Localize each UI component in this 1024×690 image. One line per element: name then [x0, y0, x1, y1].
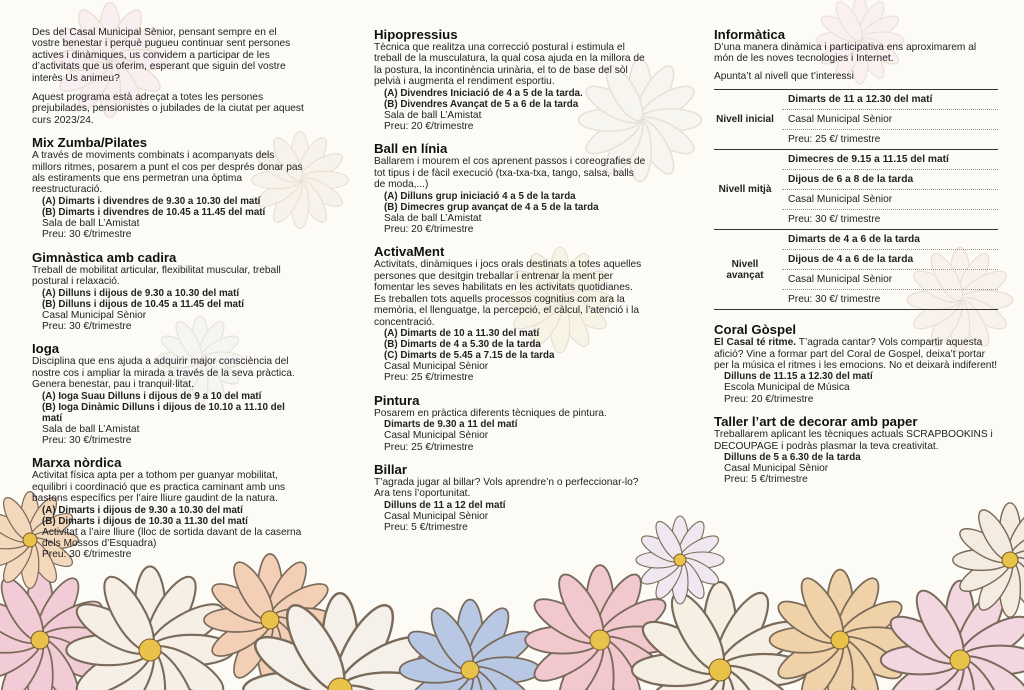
- section-description: Activitats, dinàmiques i jocs orals destinats a totes aquelles persones que desitgin treballar i entrenar la ment per fomentar les seves habilitats en les activitats quotidianes. Es treballen tots aquells processos cognitius com ara la memòria, el llenguatge, la percepció, el càlcul, l’atenció i la concentració.: [374, 259, 642, 328]
- venue: Sala de ball L’Amistat: [384, 212, 482, 224]
- venue: Casal Municipal Sènior: [384, 430, 489, 442]
- column-middle: [374, 27, 646, 534]
- section-title: Ball en línia: [374, 141, 448, 157]
- venue: Sala de ball L’Amistat: [384, 109, 482, 121]
- section-description: Tècnica que realitza una correcció postural i estimula el treball de la musculatura, la qual cosa ajuda en la millora de la postura, la incontinència urinària, el to de base del sòl pelvià i augmenta el rendiment esportiu.: [374, 42, 645, 88]
- price: Preu: 25 €/trimestre: [384, 372, 474, 384]
- price: Preu: 25 €/trimestre: [384, 441, 474, 453]
- session: Dimarts de 9.30 a 11 del matí: [384, 419, 518, 431]
- section-description: Ballarem i mourem el cos aprenent passos i coreografies de tot tipus i de fàcil execució (txa-txa-txa, tango, salsa, balls de moda,...): [374, 156, 646, 191]
- section-description: Activitat física apta per a tothom per guanyar mobilitat, equilibri i coordinació que es practica caminant amb uns bastons específics per l’aire lliure gaudint de la natura.: [32, 470, 286, 505]
- level-price: Preu: 30 €/ trimestre: [782, 210, 998, 230]
- venue: Casal Municipal Sènior: [724, 463, 829, 475]
- price: Preu: 30 €/trimestre: [42, 229, 132, 241]
- venue: Escola Municipal de Música: [724, 382, 850, 394]
- section-activament: [374, 244, 646, 383]
- audience-paragraph: Aquest programa està adreçat a totes les persones prejubilades, pensionistes o jubilades de la ciutat per aquest curs 2023/24.: [32, 92, 304, 126]
- section-taller-paper: [714, 414, 998, 486]
- level-schedule: Dimarts de 11 a 12.30 del matí: [782, 90, 998, 110]
- level-label: Nivell avançat: [714, 230, 782, 310]
- price: Preu: 30 €/trimestre: [42, 549, 132, 561]
- level-label: Nivell mitjà: [714, 150, 782, 230]
- price: Preu: 5 €/trimestre: [384, 522, 468, 534]
- session: Dilluns de 11 a 12 del matí: [384, 499, 506, 511]
- section-description: Posarem en pràctica diferents tècniques de pintura.: [374, 407, 607, 419]
- session-a: (A) Dimarts de 10 a 11.30 del matí: [384, 327, 540, 339]
- venue: Casal Municipal Sènior: [384, 360, 489, 372]
- price: Preu: 20 €/trimestre: [724, 393, 814, 405]
- section-pintura: [374, 393, 646, 453]
- column-left: [32, 27, 304, 561]
- section-description: Treballarem aplicant les tècniques actuals SCRAPBOOKINS i DECOUPAGE i podràs plasmar la teva creativitat.: [714, 429, 993, 452]
- section-ioga: [32, 341, 304, 446]
- session-b: (B) Dilluns i dijous de 10.45 a 11.45 del matí: [42, 298, 244, 310]
- level-schedule: Dijous de 6 a 8 de la tarda: [782, 170, 998, 190]
- section-title: ActivaMent: [374, 244, 445, 260]
- level-note: Apunta’t al nivell que t’interessi: [714, 70, 854, 82]
- session-a: (A) Ioga Suau Dilluns i dijous de 9 a 10 del matí: [42, 390, 262, 402]
- price: Preu: 30 €/trimestre: [42, 320, 132, 332]
- section-title: Taller l’art de decorar amb paper: [714, 414, 918, 430]
- section-title: Coral Gòspel: [714, 322, 797, 338]
- column-right: [714, 27, 998, 486]
- level-schedule: Dimarts de 4 a 6 de la tarda: [782, 230, 998, 250]
- level-venue: Casal Municipal Sènior: [782, 110, 998, 130]
- session-b: (B) Dimarts i dijous de 10.30 a 11.30 del matí: [42, 515, 248, 527]
- price: Preu: 5 €/trimestre: [724, 474, 808, 486]
- section-title: Billar: [374, 461, 407, 477]
- section-gimnastica-cadira: [32, 250, 304, 333]
- level-schedule: Dimecres de 9.15 a 11.15 del matí: [782, 150, 998, 170]
- section-title: Ioga: [32, 341, 60, 357]
- section-zumba-pilates: [32, 135, 304, 240]
- section-billar: [374, 462, 646, 534]
- levels-table: [714, 89, 998, 310]
- session-a: (A) Dilluns grup iniciació 4 a 5 de la tarda: [384, 190, 576, 202]
- level-schedule: Dijous de 4 a 6 de la tarda: [782, 250, 998, 270]
- venue: Casal Municipal Sènior: [384, 510, 489, 522]
- section-title: Pintura: [374, 392, 420, 408]
- price: Preu: 20 €/trimestre: [384, 224, 474, 236]
- session-a: (A) Dimarts i dijous de 9.30 a 10.30 del matí: [42, 504, 243, 516]
- section-hipopressius: [374, 27, 646, 132]
- level-mitja-row: [714, 150, 998, 170]
- price: Preu: 30 €/trimestre: [42, 434, 132, 446]
- session-b: (B) Dimecres grup avançat de 4 a 5 de la tarda: [384, 201, 599, 213]
- section-coral-gospel: [714, 322, 998, 405]
- section-marxa-nordica: [32, 455, 304, 560]
- section-title: Informàtica: [714, 27, 786, 42]
- section-title: Hipopressius: [374, 27, 458, 42]
- section-informatica: [714, 27, 998, 310]
- section-description: T’agrada jugar al billar? Vols aprendre’n o perfeccionar-lo? Ara tens l’oportunitat.: [374, 476, 639, 500]
- session-a: (A) Divendres Iniciació de 4 a 5 de la tarda.: [384, 87, 583, 99]
- section-description: Treball de mobilitat articular, flexibilitat muscular, treball postural i relaxació.: [32, 264, 281, 288]
- level-price: Preu: 25 €/ trimestre: [782, 130, 998, 150]
- section-lead: El Casal té ritme.: [714, 337, 797, 349]
- venue: Sala de ball L’Amistat: [42, 423, 140, 435]
- session-b: (B) Dimarts de 4 a 5.30 de la tarda: [384, 338, 541, 350]
- level-inicial-row: [714, 90, 998, 110]
- section-description-text: T’agrada cantar? Vols compartir aquesta afició? Vine a formar part del Coral de Gospel, deixa’t portar per la música el ritmes i les emocions. No et deixarà indiferent!: [714, 337, 998, 372]
- level-label: Nivell inicial: [714, 90, 782, 150]
- section-description: Disciplina que ens ajuda a adquirir major consciència del nostre cos i ampliar la mirada a través de la seva pràctica. Genera benestar, pau i tranquil·litat.: [32, 356, 295, 391]
- section-title: Mix Zumba/Pilates: [32, 135, 148, 151]
- session: Dilluns de 5 a 6.30 de la tarda: [724, 452, 861, 464]
- section-title: Gimnàstica amb cadira: [32, 249, 177, 265]
- price: Preu: 20 €/trimestre: [384, 121, 474, 133]
- venue: Activitat a l’aire lliure (lloc de sortida davant de la caserna dels Mossos d’Esquadra): [42, 526, 302, 549]
- venue: Sala de ball L’Amistat: [42, 217, 140, 229]
- level-venue: Casal Municipal Sènior: [782, 190, 998, 210]
- level-avancat-row: [714, 230, 998, 250]
- session-b: (B) Dimarts i divendres de 10.45 a 11.45 del matí: [42, 206, 266, 218]
- level-venue: Casal Municipal Sènior: [782, 270, 998, 290]
- session-b: (B) Divendres Avançat de 5 a 6 de la tarda: [384, 98, 579, 110]
- session-a: (A) Dimarts i divendres de 9.30 a 10.30 del matí: [42, 195, 261, 207]
- session-c: (C) Dimarts de 5.45 a 7.15 de la tarda: [384, 349, 555, 361]
- section-title: Marxa nòrdica: [32, 455, 122, 471]
- section-description: [714, 337, 998, 371]
- section-description: A través de moviments combinats i acompanyats dels millors ritmes, posarem a punt el cos per després donar pas als estiraments que ens permetran una òptima reestructuració.: [32, 150, 303, 196]
- session: Dilluns de 11.15 a 12.30 del matí: [724, 371, 873, 383]
- venue: Casal Municipal Sènior: [42, 309, 147, 321]
- intro-paragraph: Des del Casal Municipal Sènior, pensant sempre en el vostre benestar i perquè pugueu continuar sent persones actives i dinàmiques, us convidem a participar de les d’activitats que us oferim, esperant que siguin del vostre interès Us animeu?: [32, 27, 291, 84]
- level-price: Preu: 30 €/ trimestre: [782, 290, 998, 310]
- session-b: (B) Ioga Dinàmic Dilluns i dijous de 10.10 a 11.10 del matí: [42, 401, 285, 424]
- section-description: D’una manera dinàmica i participativa ens aproximarem al món de les noves tecnologies i Internet.: [714, 42, 977, 65]
- section-ball-en-linia: [374, 141, 646, 235]
- session-a: (A) Dilluns i dijous de 9.30 a 10.30 del matí: [42, 287, 240, 299]
